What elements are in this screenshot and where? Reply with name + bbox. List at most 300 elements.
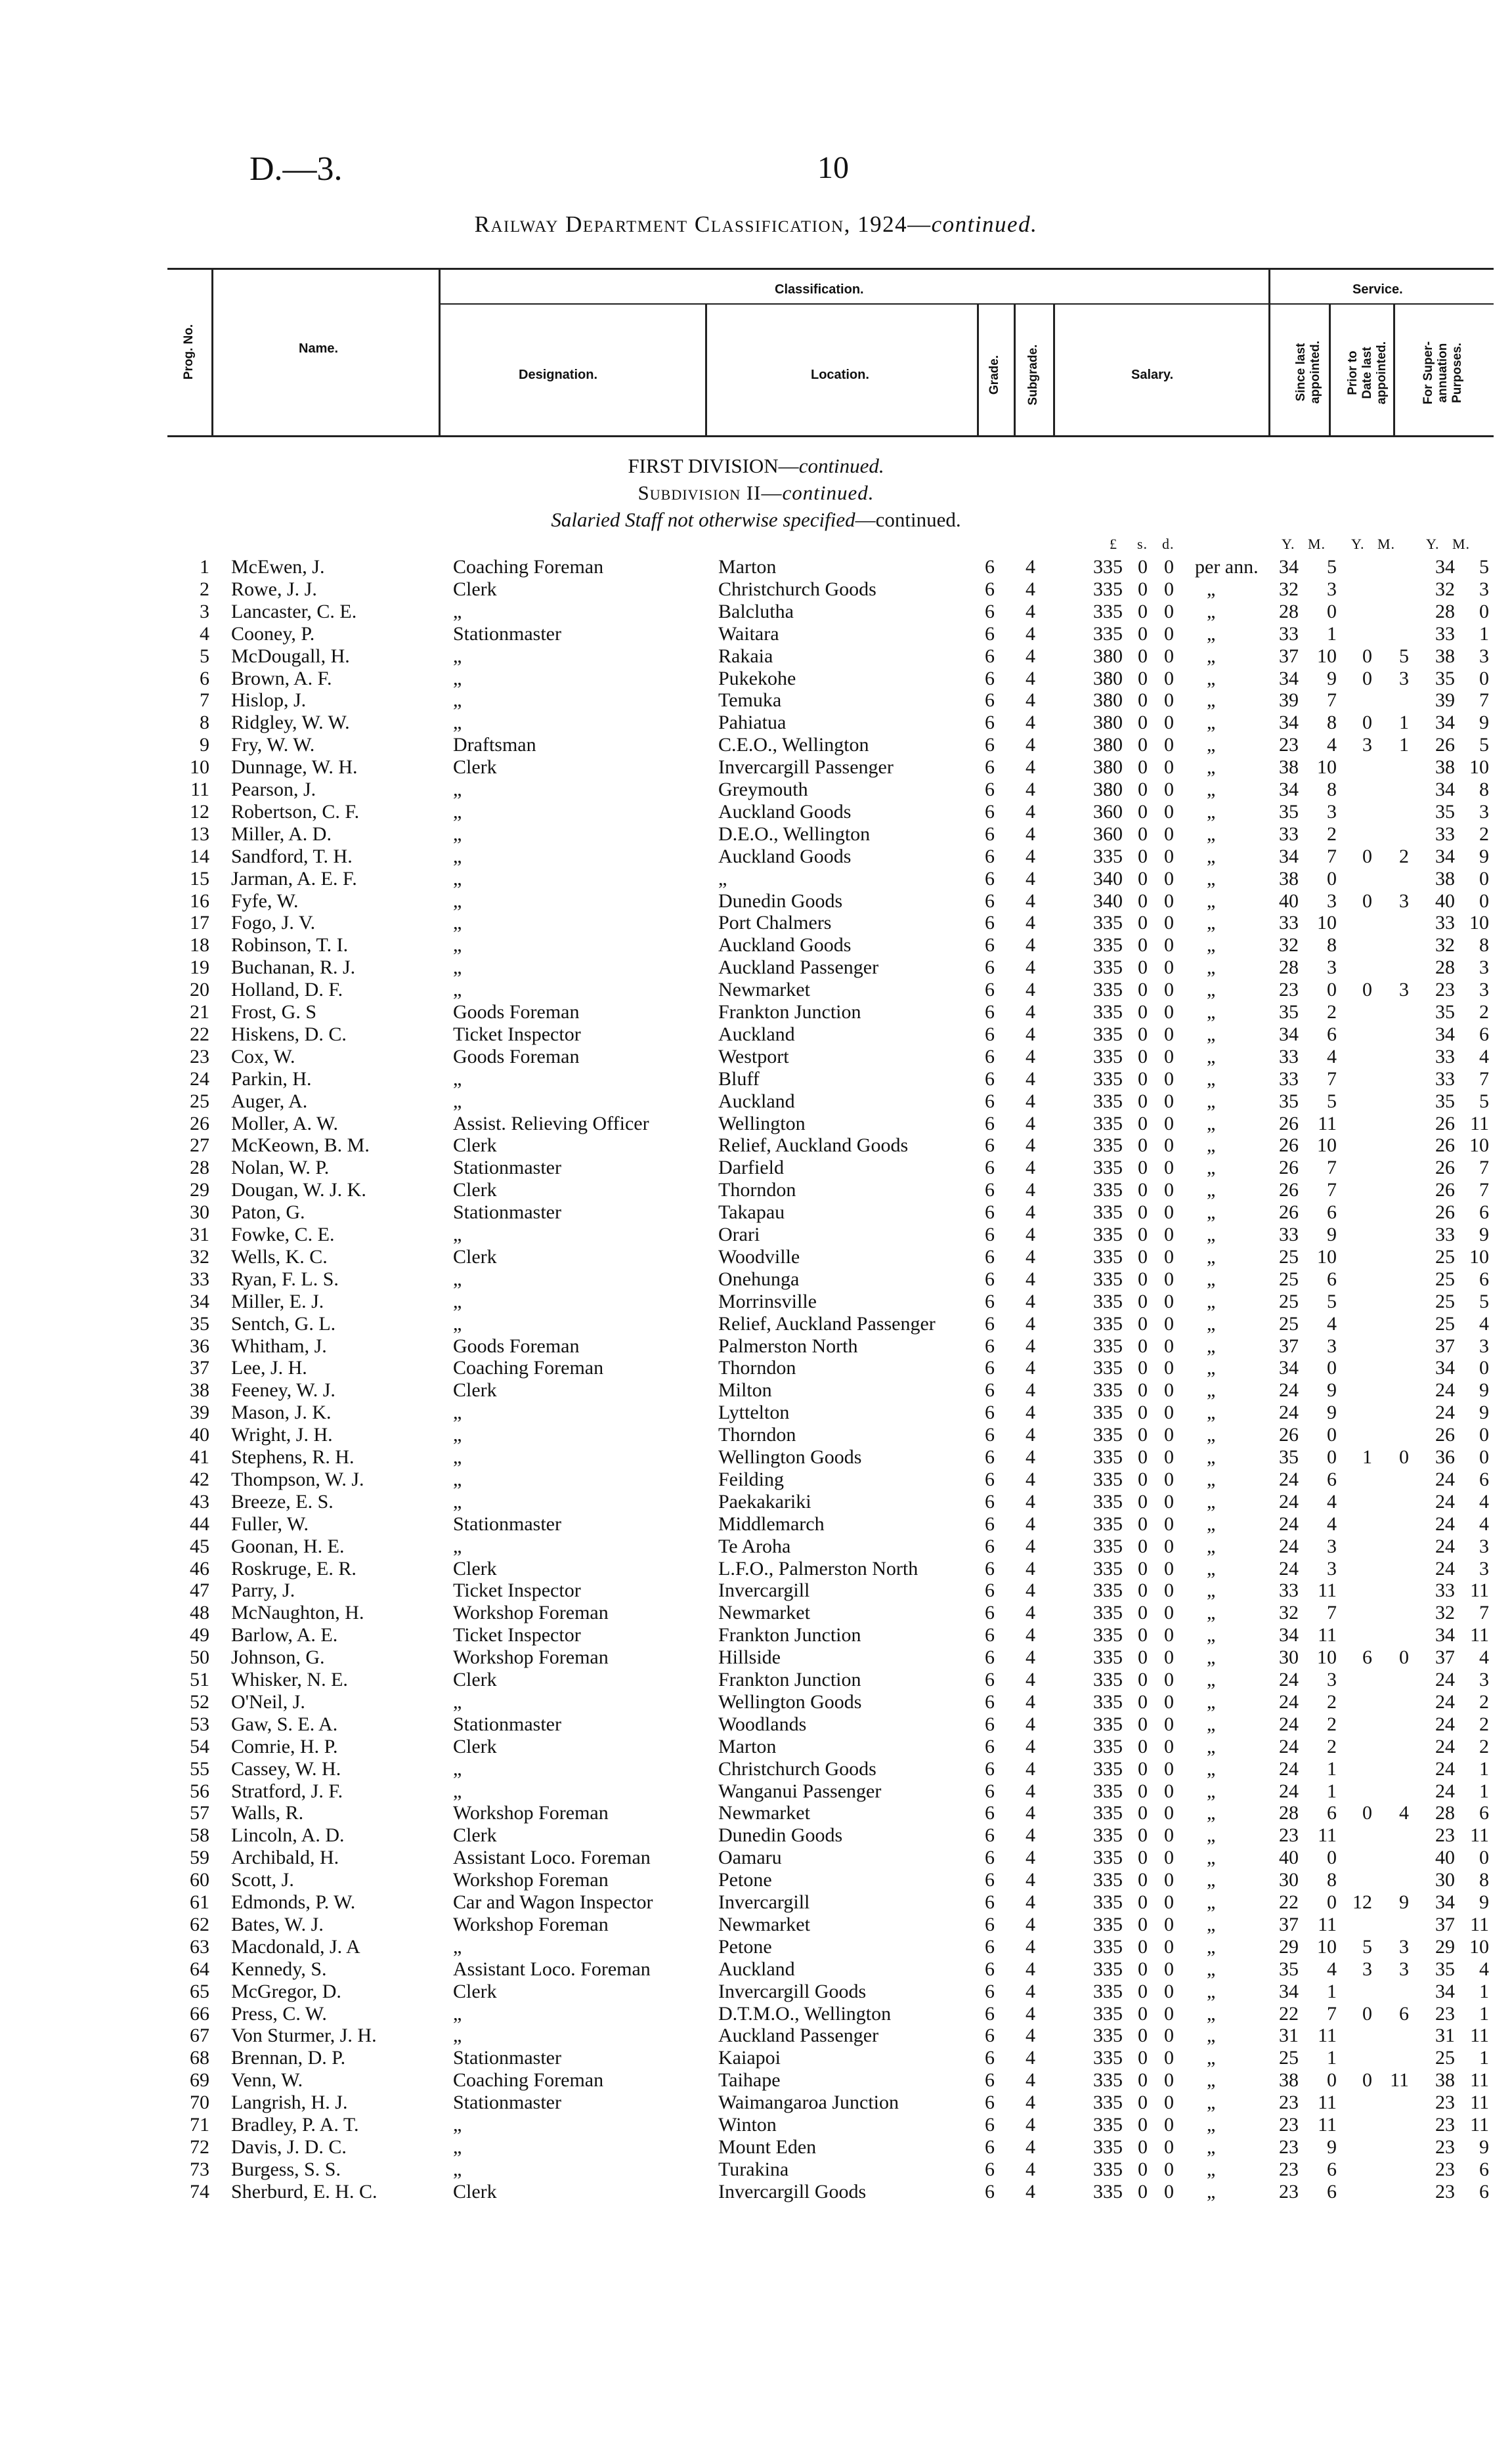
since-last-months: 5 bbox=[1327, 1090, 1337, 1112]
salary-pence: 0 bbox=[1164, 2114, 1174, 2136]
grade: 6 bbox=[985, 1023, 995, 1045]
salary-shillings: 0 bbox=[1138, 1268, 1148, 1290]
salary-period: „ bbox=[1207, 1558, 1216, 1580]
since-last-years: 23 bbox=[1279, 2092, 1299, 2113]
employee-name: Frost, G. S bbox=[231, 1001, 317, 1023]
designation: Coaching Foreman bbox=[453, 556, 604, 578]
since-last-months: 3 bbox=[1327, 1669, 1337, 1690]
grade: 6 bbox=[985, 1335, 995, 1357]
table-row bbox=[0, 556, 1512, 578]
table-row bbox=[0, 979, 1512, 1001]
salary-shillings: 0 bbox=[1138, 668, 1148, 689]
designation: Workshop Foreman bbox=[453, 1914, 609, 1935]
salary-pence: 0 bbox=[1164, 1179, 1174, 1201]
super-months: 3 bbox=[1479, 979, 1489, 1000]
salary-shillings: 0 bbox=[1138, 1713, 1148, 1735]
location: Newmarket bbox=[718, 1914, 810, 1935]
super-months: 0 bbox=[1479, 890, 1489, 912]
staff-heading bbox=[0, 508, 1512, 532]
designation: Clerk bbox=[453, 1379, 497, 1401]
units-row bbox=[0, 533, 1512, 555]
location: Greymouth bbox=[718, 779, 808, 800]
designation: Clerk bbox=[453, 1179, 497, 1201]
designation: Clerk bbox=[453, 1824, 497, 1846]
table-row bbox=[0, 1580, 1512, 1602]
table-row bbox=[0, 1201, 1512, 1224]
super-years: 23 bbox=[1435, 2114, 1455, 2136]
divider-after-since-last bbox=[1329, 303, 1331, 435]
table-row bbox=[0, 1936, 1512, 1958]
table-row bbox=[0, 1513, 1512, 1536]
subgrade: 4 bbox=[1026, 578, 1035, 600]
designation: „ bbox=[453, 912, 462, 934]
since-last-years: 32 bbox=[1279, 1602, 1299, 1623]
since-last-months: 7 bbox=[1327, 846, 1337, 867]
row-number: 37 bbox=[190, 1357, 209, 1379]
salary-shillings: 0 bbox=[1138, 1580, 1148, 1601]
since-last-years: 24 bbox=[1279, 1758, 1299, 1780]
salary-pence: 0 bbox=[1164, 2159, 1174, 2180]
row-number: 49 bbox=[190, 1624, 209, 1646]
since-last-years: 28 bbox=[1279, 1802, 1299, 1824]
since-last-months: 0 bbox=[1327, 1847, 1337, 1868]
salary-pounds: 335 bbox=[1093, 2047, 1123, 2069]
super-months: 0 bbox=[1479, 1357, 1489, 1379]
location: Pukekohe bbox=[718, 668, 796, 689]
subgrade: 4 bbox=[1026, 1981, 1035, 2002]
super-years: 34 bbox=[1435, 1624, 1455, 1646]
grade: 6 bbox=[985, 956, 995, 978]
salary-pence: 0 bbox=[1164, 2092, 1174, 2113]
salary-period: „ bbox=[1207, 1068, 1216, 1090]
since-last-years: 35 bbox=[1279, 1001, 1299, 1023]
salary-period: „ bbox=[1207, 2069, 1216, 2091]
grade: 6 bbox=[985, 2092, 995, 2113]
super-months: 10 bbox=[1469, 912, 1489, 934]
location: Milton bbox=[718, 1379, 772, 1401]
grade: 6 bbox=[985, 1513, 995, 1535]
since-last-months: 7 bbox=[1327, 1602, 1337, 1623]
salary-period: „ bbox=[1207, 912, 1216, 934]
location: Hillside bbox=[718, 1646, 781, 1668]
table-row bbox=[0, 890, 1512, 913]
salary-pence: 0 bbox=[1164, 868, 1174, 890]
prior-months: 9 bbox=[1399, 1891, 1409, 1913]
since-last-months: 2 bbox=[1327, 1001, 1337, 1023]
salary-shillings: 0 bbox=[1138, 2136, 1148, 2158]
salary-pounds: 335 bbox=[1093, 1469, 1123, 1490]
salary-shillings: 0 bbox=[1138, 1646, 1148, 1668]
salary-pounds: 335 bbox=[1093, 1958, 1123, 1980]
super-years: 33 bbox=[1435, 823, 1455, 845]
salary-pence: 0 bbox=[1164, 1958, 1174, 1980]
super-months: 3 bbox=[1479, 1536, 1489, 1557]
salary-pence: 0 bbox=[1164, 1758, 1174, 1780]
grade: 6 bbox=[985, 1536, 995, 1557]
grade: 6 bbox=[985, 623, 995, 645]
since-last-years: 26 bbox=[1279, 1424, 1299, 1446]
employee-name: Lee, J. H. bbox=[231, 1357, 307, 1379]
salary-shillings: 0 bbox=[1138, 1224, 1148, 1245]
salary-period: „ bbox=[1207, 2136, 1216, 2158]
subgrade: 4 bbox=[1026, 1046, 1035, 1067]
row-number: 67 bbox=[190, 2025, 209, 2046]
salary-period: „ bbox=[1207, 689, 1216, 711]
super-years: 23 bbox=[1435, 1824, 1455, 1846]
location: Woodville bbox=[718, 1246, 800, 1268]
table-row bbox=[0, 2114, 1512, 2136]
salary-pounds: 380 bbox=[1093, 756, 1123, 778]
since-last-months: 7 bbox=[1327, 1179, 1337, 1201]
divider-after-prog bbox=[211, 268, 213, 435]
super-years: 24 bbox=[1435, 1402, 1455, 1423]
grade: 6 bbox=[985, 1958, 995, 1980]
row-number: 35 bbox=[190, 1313, 209, 1335]
designation: Draftsman bbox=[453, 734, 536, 756]
salary-pounds: 335 bbox=[1093, 1558, 1123, 1580]
employee-name: Sandford, T. H. bbox=[231, 846, 353, 867]
col-header-classification: Classification. bbox=[775, 282, 864, 297]
super-months: 0 bbox=[1479, 1847, 1489, 1868]
super-years: 23 bbox=[1435, 2003, 1455, 2025]
salary-period: „ bbox=[1207, 1157, 1216, 1178]
col-header-name: Name. bbox=[299, 341, 339, 356]
grade: 6 bbox=[985, 1914, 995, 1935]
salary-period: „ bbox=[1207, 2003, 1216, 2025]
subgrade: 4 bbox=[1026, 1802, 1035, 1824]
grade: 6 bbox=[985, 801, 995, 823]
salary-period: „ bbox=[1207, 1780, 1216, 1802]
salary-pounds: 335 bbox=[1093, 1402, 1123, 1423]
salary-period: „ bbox=[1207, 623, 1216, 645]
salary-shillings: 0 bbox=[1138, 2025, 1148, 2046]
location: Temuka bbox=[718, 689, 782, 711]
salary-shillings: 0 bbox=[1138, 1513, 1148, 1535]
salary-shillings: 0 bbox=[1138, 1113, 1148, 1134]
subgrade: 4 bbox=[1026, 1335, 1035, 1357]
employee-name: Johnson, G. bbox=[231, 1646, 325, 1668]
super-years: 38 bbox=[1435, 756, 1455, 778]
row-number: 19 bbox=[190, 956, 209, 978]
salary-shillings: 0 bbox=[1138, 645, 1148, 667]
row-number: 55 bbox=[190, 1758, 209, 1780]
since-last-years: 30 bbox=[1279, 1646, 1299, 1668]
row-number: 18 bbox=[190, 934, 209, 956]
super-years: 33 bbox=[1435, 1224, 1455, 1245]
staff-heading-continued: —continued. bbox=[855, 508, 961, 531]
table-row bbox=[0, 1824, 1512, 1847]
grade: 6 bbox=[985, 1268, 995, 1290]
super-months: 11 bbox=[1470, 2114, 1489, 2136]
since-last-years: 25 bbox=[1279, 1268, 1299, 1290]
since-last-months: 1 bbox=[1327, 1780, 1337, 1802]
table-row bbox=[0, 1291, 1512, 1313]
subdivision-heading bbox=[0, 481, 1512, 505]
subgrade: 4 bbox=[1026, 623, 1035, 645]
table-row bbox=[0, 1179, 1512, 1201]
employee-name: Kennedy, S. bbox=[231, 1958, 327, 1980]
since-last-months: 10 bbox=[1317, 1936, 1337, 1958]
grade: 6 bbox=[985, 2025, 995, 2046]
since-last-years: 24 bbox=[1279, 1513, 1299, 1535]
employee-name: Lancaster, C. E. bbox=[231, 601, 357, 622]
salary-pounds: 335 bbox=[1093, 1624, 1123, 1646]
salary-shillings: 0 bbox=[1138, 1981, 1148, 2002]
subgrade: 4 bbox=[1026, 779, 1035, 800]
table-row bbox=[0, 868, 1512, 890]
since-last-months: 3 bbox=[1327, 1536, 1337, 1557]
designation: „ bbox=[453, 979, 462, 1000]
since-last-years: 24 bbox=[1279, 1491, 1299, 1513]
salary-period: „ bbox=[1207, 1357, 1216, 1379]
salary-pence: 0 bbox=[1164, 1491, 1174, 1513]
since-last-months: 0 bbox=[1327, 2069, 1337, 2091]
table-row bbox=[0, 1981, 1512, 2003]
designation: „ bbox=[453, 1780, 462, 1802]
employee-name: Robinson, T. I. bbox=[231, 934, 349, 956]
salary-pounds: 335 bbox=[1093, 1046, 1123, 1067]
since-last-months: 8 bbox=[1327, 779, 1337, 800]
salary-pence: 0 bbox=[1164, 2181, 1174, 2203]
designation: „ bbox=[453, 1224, 462, 1245]
employee-name: Breeze, E. S. bbox=[231, 1491, 334, 1513]
employee-name: Thompson, W. J. bbox=[231, 1469, 364, 1490]
subgrade: 4 bbox=[1026, 1268, 1035, 1290]
table-row bbox=[0, 645, 1512, 668]
salary-pounds: 335 bbox=[1093, 2025, 1123, 2046]
since-last-years: 33 bbox=[1279, 1580, 1299, 1601]
service-rule bbox=[1268, 303, 1494, 305]
location: Te Aroha bbox=[718, 1536, 791, 1557]
super-months: 2 bbox=[1479, 1691, 1489, 1713]
salary-pounds: 335 bbox=[1093, 1424, 1123, 1446]
since-last-years: 26 bbox=[1279, 1179, 1299, 1201]
prior-years: 6 bbox=[1362, 1646, 1372, 1668]
salary-pounds: 335 bbox=[1093, 1602, 1123, 1623]
since-last-months: 10 bbox=[1317, 1246, 1337, 1268]
location: Frankton Junction bbox=[718, 1669, 861, 1690]
table-row bbox=[0, 2136, 1512, 2159]
salary-pence: 0 bbox=[1164, 1847, 1174, 1868]
since-last-years: 34 bbox=[1279, 1023, 1299, 1045]
designation: Clerk bbox=[453, 2181, 497, 2203]
col-header-since-last: Since last appointed. bbox=[1294, 340, 1322, 404]
grade: 6 bbox=[985, 912, 995, 934]
table-row bbox=[0, 1424, 1512, 1446]
designation: Goods Foreman bbox=[453, 1335, 580, 1357]
salary-period: „ bbox=[1207, 712, 1216, 733]
subgrade: 4 bbox=[1026, 1402, 1035, 1423]
prior-months: 0 bbox=[1399, 1446, 1409, 1468]
subgrade: 4 bbox=[1026, 1179, 1035, 1201]
since-last-months: 3 bbox=[1327, 956, 1337, 978]
since-last-months: 7 bbox=[1327, 2003, 1337, 2025]
super-years: 25 bbox=[1435, 1313, 1455, 1335]
prior-years: 1 bbox=[1362, 1446, 1372, 1468]
table-row bbox=[0, 1558, 1512, 1580]
subgrade: 4 bbox=[1026, 1246, 1035, 1268]
location: Auckland Goods bbox=[718, 934, 852, 956]
subgrade: 4 bbox=[1026, 1780, 1035, 1802]
grade: 6 bbox=[985, 1824, 995, 1846]
col-header-prog-no: Prog. No. bbox=[182, 324, 196, 380]
prior-years: 0 bbox=[1362, 846, 1372, 867]
salary-period: „ bbox=[1207, 1291, 1216, 1312]
super-months: 8 bbox=[1479, 779, 1489, 800]
super-months: 4 bbox=[1479, 1491, 1489, 1513]
table-row bbox=[0, 2092, 1512, 2114]
since-last-years: 26 bbox=[1279, 1113, 1299, 1134]
designation: Clerk bbox=[453, 1669, 497, 1690]
since-last-months: 11 bbox=[1318, 1113, 1337, 1134]
row-number: 38 bbox=[190, 1379, 209, 1401]
designation: „ bbox=[453, 1758, 462, 1780]
employee-name: Cooney, P. bbox=[231, 623, 315, 645]
designation: Assistant Loco. Foreman bbox=[453, 1847, 651, 1868]
since-last-years: 37 bbox=[1279, 1335, 1299, 1357]
since-last-years: 33 bbox=[1279, 623, 1299, 645]
table-row bbox=[0, 1446, 1512, 1469]
grade: 6 bbox=[985, 1113, 995, 1134]
location: Wellington Goods bbox=[718, 1446, 862, 1468]
row-number: 43 bbox=[190, 1491, 209, 1513]
location: Wellington bbox=[718, 1113, 806, 1134]
grade: 6 bbox=[985, 1046, 995, 1067]
since-last-months: 6 bbox=[1327, 1023, 1337, 1045]
table-header-bottom-rule bbox=[167, 435, 1494, 437]
salary-pence: 0 bbox=[1164, 1914, 1174, 1935]
salary-pence: 0 bbox=[1164, 734, 1174, 756]
location: Turakina bbox=[718, 2159, 789, 2180]
since-last-months: 4 bbox=[1327, 734, 1337, 756]
row-number: 63 bbox=[190, 1936, 209, 1958]
designation: Coaching Foreman bbox=[453, 2069, 604, 2091]
salary-pounds: 335 bbox=[1093, 1869, 1123, 1891]
subgrade: 4 bbox=[1026, 1558, 1035, 1580]
grade: 6 bbox=[985, 1580, 995, 1601]
grade: 6 bbox=[985, 1446, 995, 1468]
since-last-months: 9 bbox=[1327, 1224, 1337, 1245]
designation: „ bbox=[453, 1313, 462, 1335]
location: Rakaia bbox=[718, 645, 773, 667]
designation: Goods Foreman bbox=[453, 1001, 580, 1023]
since-last-years: 25 bbox=[1279, 1246, 1299, 1268]
salary-shillings: 0 bbox=[1138, 1758, 1148, 1780]
salary-period: „ bbox=[1207, 1580, 1216, 1601]
salary-period: „ bbox=[1207, 734, 1216, 756]
designation: „ bbox=[453, 1291, 462, 1312]
salary-pence: 0 bbox=[1164, 979, 1174, 1000]
row-number: 5 bbox=[200, 645, 209, 667]
salary-pounds: 335 bbox=[1093, 1491, 1123, 1513]
table-row bbox=[0, 1602, 1512, 1624]
salary-shillings: 0 bbox=[1138, 1402, 1148, 1423]
designation: Clerk bbox=[453, 1558, 497, 1580]
subgrade: 4 bbox=[1026, 1536, 1035, 1557]
since-last-months: 6 bbox=[1327, 1268, 1337, 1290]
salary-period: „ bbox=[1207, 1624, 1216, 1646]
table-row bbox=[0, 823, 1512, 846]
row-number: 69 bbox=[190, 2069, 209, 2091]
since-last-years: 29 bbox=[1279, 1936, 1299, 1958]
grade: 6 bbox=[985, 1357, 995, 1379]
subdivision-heading-continued: continued. bbox=[782, 481, 875, 504]
table-row bbox=[0, 1068, 1512, 1090]
salary-period: „ bbox=[1207, 1379, 1216, 1401]
employee-name: Fowke, C. E. bbox=[231, 1224, 335, 1245]
subgrade: 4 bbox=[1026, 2136, 1035, 2158]
salary-shillings: 0 bbox=[1138, 934, 1148, 956]
subgrade: 4 bbox=[1026, 912, 1035, 934]
salary-shillings: 0 bbox=[1138, 1046, 1148, 1067]
employee-name: Moller, A. W. bbox=[231, 1113, 338, 1134]
designation: „ bbox=[453, 779, 462, 800]
salary-shillings: 0 bbox=[1138, 1536, 1148, 1557]
salary-pence: 0 bbox=[1164, 1713, 1174, 1735]
subgrade: 4 bbox=[1026, 712, 1035, 733]
salary-pence: 0 bbox=[1164, 934, 1174, 956]
designation: Stationmaster bbox=[453, 623, 561, 645]
since-last-months: 11 bbox=[1318, 2114, 1337, 2136]
super-years: 34 bbox=[1435, 556, 1455, 578]
salary-period: „ bbox=[1207, 934, 1216, 956]
salary-shillings: 0 bbox=[1138, 1624, 1148, 1646]
super-months: 0 bbox=[1479, 1424, 1489, 1446]
table-row bbox=[0, 1224, 1512, 1246]
salary-shillings: 0 bbox=[1138, 1446, 1148, 1468]
since-last-years: 34 bbox=[1279, 556, 1299, 578]
table-row bbox=[0, 1869, 1512, 1891]
since-last-years: 23 bbox=[1279, 2159, 1299, 2180]
super-years: 34 bbox=[1435, 846, 1455, 867]
salary-pence: 0 bbox=[1164, 756, 1174, 778]
prior-years: 12 bbox=[1352, 1891, 1372, 1913]
salary-shillings: 0 bbox=[1138, 734, 1148, 756]
prior-months: 6 bbox=[1399, 2003, 1409, 2025]
table-row bbox=[0, 1780, 1512, 1803]
designation: Workshop Foreman bbox=[453, 1869, 609, 1891]
col-header-salary: Salary. bbox=[1131, 368, 1174, 382]
table-row bbox=[0, 1157, 1512, 1179]
salary-shillings: 0 bbox=[1138, 2003, 1148, 2025]
salary-pounds: 335 bbox=[1093, 956, 1123, 978]
salary-pounds: 335 bbox=[1093, 1891, 1123, 1913]
salary-pounds: 335 bbox=[1093, 1691, 1123, 1713]
unit-prior-months: M. bbox=[1377, 536, 1396, 552]
row-number: 44 bbox=[190, 1513, 209, 1535]
super-months: 9 bbox=[1479, 1379, 1489, 1401]
super-months: 11 bbox=[1470, 1914, 1489, 1935]
since-last-months: 4 bbox=[1327, 1313, 1337, 1335]
salary-period: „ bbox=[1207, 890, 1216, 912]
since-last-months: 3 bbox=[1327, 1335, 1337, 1357]
super-months: 0 bbox=[1479, 868, 1489, 890]
subgrade: 4 bbox=[1026, 556, 1035, 578]
row-number: 74 bbox=[190, 2181, 209, 2203]
designation: Assist. Relieving Officer bbox=[453, 1113, 649, 1134]
grade: 6 bbox=[985, 1602, 995, 1623]
salary-pence: 0 bbox=[1164, 1134, 1174, 1156]
since-last-years: 33 bbox=[1279, 912, 1299, 934]
salary-period: „ bbox=[1207, 979, 1216, 1000]
grade: 6 bbox=[985, 846, 995, 867]
salary-period: „ bbox=[1207, 1736, 1216, 1757]
location: Invercargill bbox=[718, 1580, 810, 1601]
unit-since-months: M. bbox=[1308, 536, 1326, 552]
super-years: 34 bbox=[1435, 712, 1455, 733]
subgrade: 4 bbox=[1026, 668, 1035, 689]
super-years: 24 bbox=[1435, 1513, 1455, 1535]
